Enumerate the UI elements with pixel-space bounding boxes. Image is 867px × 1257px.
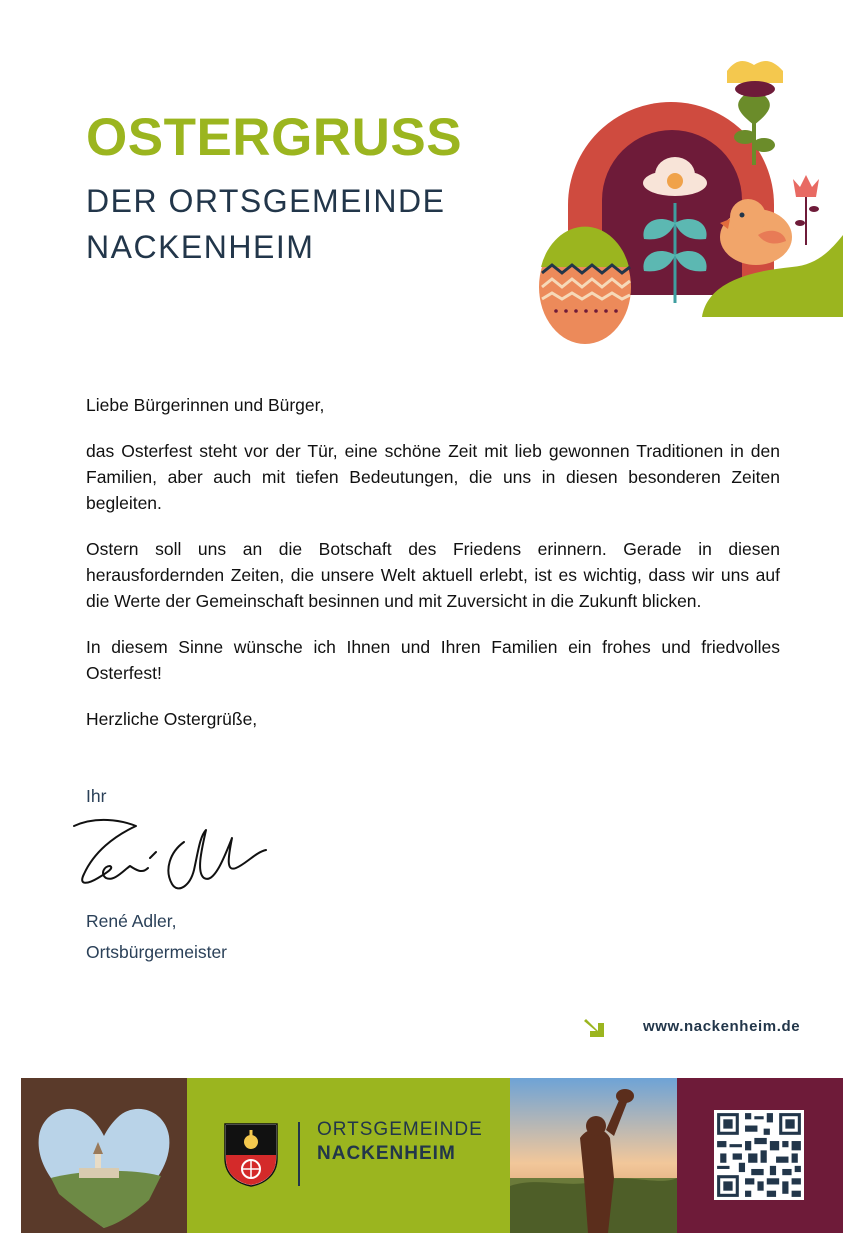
- municipal-crest-icon: [223, 1122, 279, 1188]
- subtitle-line-1: DER ORTSGEMEINDE: [86, 183, 446, 219]
- qr-code-icon[interactable]: [714, 1110, 804, 1200]
- handwritten-signature: [66, 812, 276, 902]
- letter-body: [86, 392, 780, 752]
- paragraph-1: das Osterfest steht vor der Tür, eine schöne Zeit mit lieb gewonnen Traditionen in den Familien, aber auch mit tiefen Bedeutungen, die uns in diesen besonderen Zeiten begleiten.: [86, 441, 780, 513]
- paragraph-3: In diesem Sinne wünsche ich Ihnen und Ihren Familien ein frohes und friedvolles Osterfest!: [86, 637, 780, 683]
- website-link[interactable]: www.nackenheim.de: [643, 1018, 801, 1035]
- tulip-flower: [793, 175, 819, 245]
- brand-divider: [298, 1122, 300, 1186]
- brand-line-2: NACKENHEIM: [317, 1143, 456, 1164]
- brand-line-1: ORTSGEMEINDE: [317, 1119, 483, 1140]
- signer-role: Ortsbürgermeister: [86, 942, 228, 962]
- ihr-label: Ihr: [86, 786, 107, 806]
- subtitle-line-2: NACKENHEIM: [86, 229, 315, 265]
- closing: Herzliche Ostergrüße,: [86, 709, 258, 729]
- page-title: OSTERGRUSS: [86, 108, 463, 167]
- paragraph-2: Ostern soll uns an die Botschaft des Friedens erinnern. Gerade in diesen herausfordernden Zeiten, die unsere Welt aktuell erlebt, ist es wichtig, dass wir uns auf die Werte der Gemeinschaft besinnen und mit Zuversicht in die Zukunft blicken.: [86, 539, 780, 611]
- signer-block: [86, 906, 227, 968]
- easter-illustration: [530, 55, 850, 345]
- arrow-down-right-icon: [582, 1016, 606, 1038]
- footer-brand-panel: [187, 1078, 510, 1233]
- footer-qr-panel: [677, 1078, 843, 1233]
- statue-sunset-photo: [510, 1078, 677, 1233]
- heart-sculpture-photo: [21, 1078, 187, 1233]
- salutation: Liebe Bürgerinnen und Bürger,: [86, 395, 325, 415]
- page-subtitle: [86, 178, 445, 270]
- easter-egg-shape: [539, 227, 631, 344]
- footer-banner: [21, 1078, 843, 1233]
- signer-name: René Adler,: [86, 911, 177, 931]
